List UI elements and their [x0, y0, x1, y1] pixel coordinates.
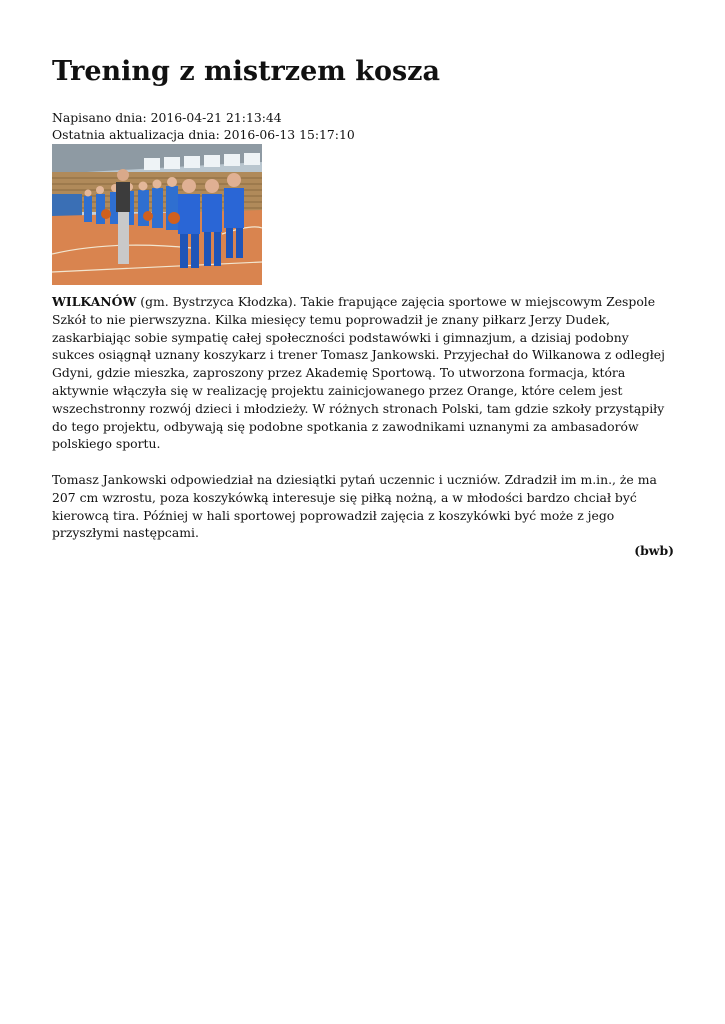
article-body: [52, 293, 674, 560]
updated-line: [52, 126, 355, 143]
article-photo: [52, 144, 262, 285]
paragraph-1-text: (gm. Bystrzyca Kłodzka). Takie frapujące zajęcia sportowe w miejscowym Zespole Szkół to nie pierwszyzna. Kilka miesięcy temu poprowadził je znany piłkarz Jerzy Dudek, zaskarbiając sobie sympatię całej społeczności podstawówki i gimnazjum, a dzisiaj podobny sukces osiągnął uznany koszykarz i trener Tomasz Jankowski. Przyjechał do Wilkanowa z odległej Gdyni, gdzie mieszka, zaproszony przez Akademię Sportową. To utworzona formacja, która aktywnie włączyła się w realizację projektu zainicjowanego przez Orange, które celem jest wszechstronny rozwój dzieci i młodzieży. W różnych stronach Polski, tam gdzie szkoły przystąpiły do tego projektu, odbywają się podobne spotkania z zawodnikami uznanymi za ambasadorów polskiego sportu.: [52, 294, 665, 452]
basketball-team-photo: [52, 144, 262, 285]
updated-date: 2016-06-13 15:17:10: [223, 127, 355, 142]
paragraph-1: [52, 293, 674, 453]
published-date: 2016-04-21 21:13:44: [150, 110, 282, 125]
author-signature: (bwb): [634, 543, 674, 559]
published-label: Napisano dnia:: [52, 110, 151, 125]
paragraph-2: Tomasz Jankowski odpowiedział na dziesiątki pytań uczennic i uczniów. Zdradził im m.in., że ma 207 cm wzrostu, poza koszykówką interesuje się piłką nożną, a w młodości bardzo chciał być kierowcą tira. Później w hali sportowej poprowadził zajęcia z koszykówki być może z jego przyszłymi następcami.: [52, 471, 657, 541]
lead-place: WILKANÓW: [52, 294, 137, 309]
article-meta: [52, 109, 355, 143]
article-title: Trening z mistrzem kosza: [52, 56, 441, 87]
updated-label: Ostatnia aktualizacja dnia:: [52, 127, 224, 142]
published-line: [52, 109, 355, 126]
